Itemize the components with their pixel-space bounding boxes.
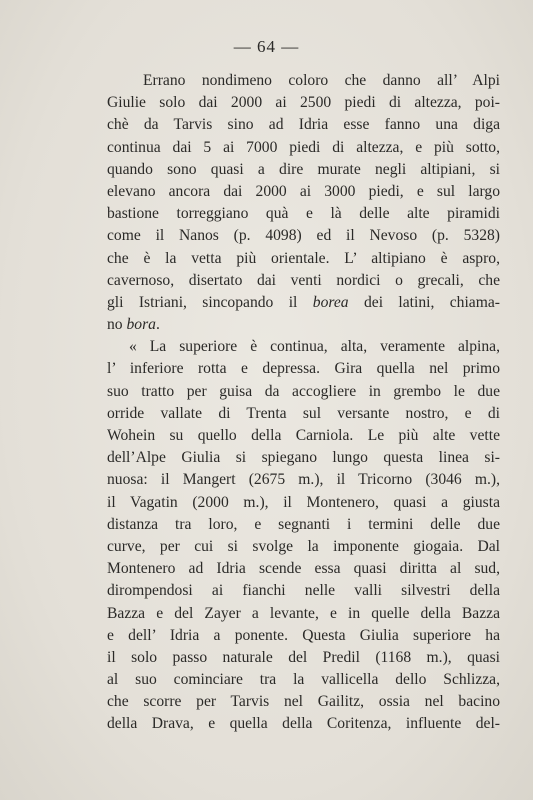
paragraph-line: Wohein su quello della Carniola. Le più alte vette bbox=[107, 427, 500, 444]
italic-word-bora: bora bbox=[126, 316, 156, 334]
paragraph-line: Montenero ad Idria scende essa quasi diritta al sud, bbox=[107, 560, 500, 578]
paragraph-line: chè da Tarvis sino ad Idria esse fanno una diga bbox=[107, 116, 500, 134]
paragraph-line: della Drava, e quella della Coritenza, influente del- bbox=[107, 715, 500, 733]
line-text: dei latini, chiama- bbox=[363, 293, 500, 311]
paragraph-line: quando sono quasi a dire murate negli altipiani, si bbox=[107, 160, 500, 178]
paragraph-line: al suo cominciare tra la vallicella dello Schlizza, bbox=[107, 671, 500, 689]
paragraph-line: il solo passo naturale del Predil (1168 m.), quasi bbox=[107, 648, 500, 666]
line-text: gli Istriani, sincopando il bbox=[107, 293, 298, 311]
paragraph-line: che scorre per Tarvis nel Gailitz, ossia nel bacino bbox=[107, 693, 500, 711]
paragraph-line: suo tratto per guisa da accogliere in grembo le due bbox=[107, 382, 500, 400]
paragraph-line: che è la vetta più orientale. L’ altipiano è aspro, bbox=[107, 249, 500, 267]
paragraph-line: nuosa: il Mangert (2675 m.), il Tricorno (3046 m.), bbox=[107, 471, 500, 489]
paragraph-line: bastione torreggiano quà e là delle alte piramidi bbox=[107, 205, 500, 223]
paragraph-line: Errano nondimeno coloro che danno all’ Alpi bbox=[143, 72, 500, 89]
paragraph-line: e dell’ Idria a ponente. Questa Giulia superiore ha bbox=[107, 626, 500, 644]
paragraph-line: cavernoso, disertato dai venti nordici o grecali, che bbox=[107, 271, 500, 289]
paragraph-line: l’ inferiore rotta e depressa. Gira quella nel primo bbox=[107, 360, 500, 378]
paragraph-line: come il Nanos (p. 4098) ed il Nevoso (p. 5328) bbox=[107, 227, 500, 245]
paragraph-line: dell’Alpe Giulia si spiegano lungo questa linea si- bbox=[107, 449, 500, 467]
line-text: . bbox=[155, 316, 160, 334]
paragraph-line: dirompendosi ai fianchi nelle valli silvestri della bbox=[107, 582, 500, 600]
paragraph-line: continua dai 5 ai 7000 piedi di altezza, e più sotto, bbox=[107, 138, 500, 156]
paragraph-line: elevano ancora dai 2000 ai 3000 piedi, e sul largo bbox=[107, 182, 500, 200]
paragraph-line: distanza tra loro, e segnanti i termini delle due bbox=[107, 515, 500, 533]
page-number: — 64 — bbox=[233, 37, 300, 56]
paragraph-line bbox=[107, 314, 500, 336]
paragraph-line: orride vallate di Trenta sul versante nostro, e di bbox=[107, 404, 500, 422]
italic-word-borea: borea bbox=[312, 293, 349, 311]
paragraph-line bbox=[107, 292, 500, 314]
paragraph-line: Bazza e del Zayer a levante, e in quelle della Bazza bbox=[107, 604, 500, 622]
line-text: no bbox=[107, 316, 123, 334]
paragraph-line: curve, per cui si svolge la imponente giogaia. Dal bbox=[107, 537, 500, 555]
paragraph-line: « La superiore è continua, alta, veramente alpina, bbox=[129, 338, 500, 356]
paragraph-line: Giulie solo dai 2000 ai 2500 piedi di altezza, poi- bbox=[107, 94, 500, 112]
body-text bbox=[107, 70, 500, 736]
paragraph-line: il Vagatin (2000 m.), il Montenero, quasi a giusta bbox=[107, 493, 500, 511]
